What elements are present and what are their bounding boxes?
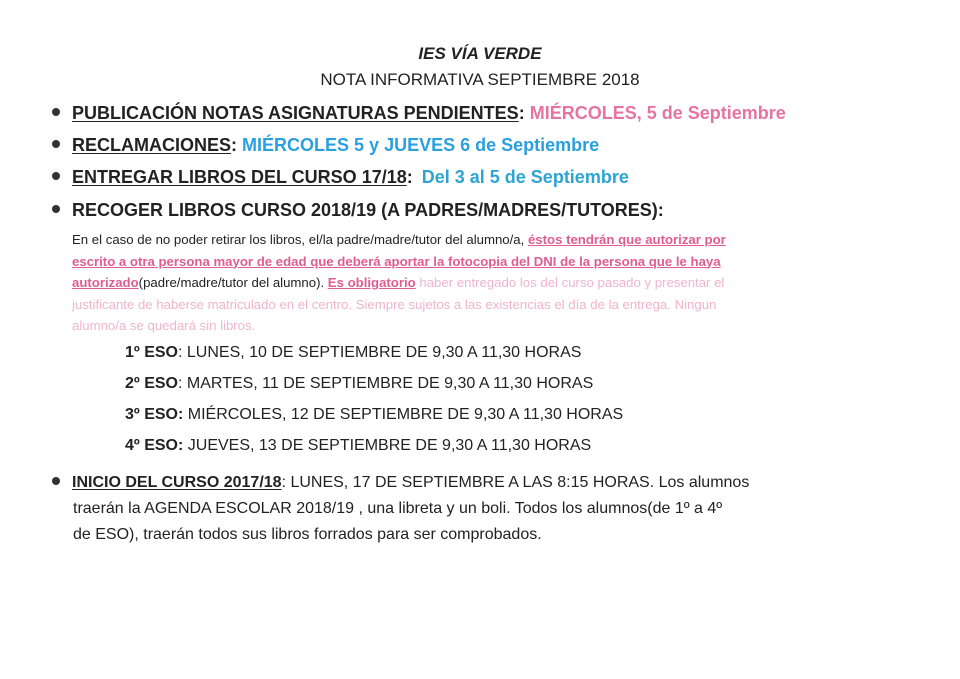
eso-schedule-row <box>125 406 623 424</box>
inicio-label: INICIO DEL CURSO 2017/18 <box>72 474 282 491</box>
item-recoger-libros <box>52 200 664 221</box>
item-label: PUBLICACIÓN NOTAS ASIGNATURAS PENDIENTES <box>72 103 519 123</box>
item-separator: : <box>518 103 525 123</box>
paragraph-highlight: éstos tendrán que autorizar por <box>527 232 726 247</box>
inicio-text: : LUNES, 17 DE SEPTIEMBRE A LAS 8:15 HORAS. Los alumnos <box>281 474 750 491</box>
paragraph-line-2 <box>72 251 922 273</box>
item-separator: : <box>231 135 238 155</box>
paragraph-line-5: alumno/a se quedará sin libros. <box>72 318 256 333</box>
bullet-icon <box>52 140 60 148</box>
paragraph-line-3 <box>72 272 922 294</box>
item-entregar-libros <box>52 167 629 188</box>
eso-detail: MARTES, 11 DE SEPTIEMBRE DE 9,30 A 11,30 HORAS <box>182 375 594 392</box>
eso-separator: : <box>177 375 183 392</box>
obligatorio-highlight: Es obligatorio <box>327 275 416 290</box>
bullet-icon <box>52 205 60 213</box>
item-value: MIÉRCOLES 5 y JUEVES 6 de Septiembre <box>242 135 600 155</box>
item-label: RECLAMACIONES <box>72 135 232 155</box>
bullet-icon <box>52 477 60 485</box>
paragraph-faint-text: haber entregado los del curso pasado y presentar el <box>415 275 725 290</box>
inicio-line-1 <box>52 470 922 496</box>
item-label: RECOGER LIBROS CURSO 2018/19 (A PADRES/MADRES/TUTORES): <box>72 200 664 220</box>
paragraph-highlight: autorizado <box>72 275 139 290</box>
eso-schedule-row <box>125 375 593 393</box>
item-separator: : <box>406 167 413 187</box>
eso-detail: JUEVES, 13 DE SEPTIEMBRE DE 9,30 A 11,30 HORAS <box>183 437 592 454</box>
item-value: MIÉRCOLES, 5 de Septiembre <box>529 103 786 123</box>
inicio-line-2: traerán la AGENDA ESCOLAR 2018/19 , una libreta y un boli. Todos los alumnos(de 1º a 4º <box>73 500 723 517</box>
eso-detail: LUNES, 10 DE SEPTIEMBRE DE 9,30 A 11,30 HORAS <box>182 344 582 361</box>
inicio-curso-section <box>52 470 922 548</box>
bullet-icon <box>52 172 60 180</box>
item-value: Del 3 al 5 de Septiembre <box>421 167 629 187</box>
eso-course: 3º ESO: <box>125 406 184 423</box>
paragraph-text: (padre/madre/tutor del alumno). <box>138 275 328 290</box>
document-subtitle: NOTA INFORMATIVA SEPTIEMBRE 2018 <box>320 70 640 89</box>
eso-course: 1º ESO <box>125 344 178 361</box>
item-label: ENTREGAR LIBROS DEL CURSO 17/18 <box>72 167 407 187</box>
eso-schedule-row <box>125 344 581 362</box>
item-reclamaciones <box>52 135 599 156</box>
school-title: IES VÍA VERDE <box>418 44 542 63</box>
eso-detail: MIÉRCOLES, 12 DE SEPTIEMBRE DE 9,30 A 11,30 HORAS <box>183 406 624 423</box>
eso-separator: : <box>177 344 183 361</box>
paragraph-text: En el caso de no poder retirar los libros, el/la padre/madre/tutor del alumno/a, <box>72 232 528 247</box>
recoger-paragraph <box>72 229 922 337</box>
bullet-icon <box>52 108 60 116</box>
eso-course: 2º ESO <box>125 375 178 392</box>
inicio-line-3: de ESO), traerán todos sus libros forrados para ser comprobados. <box>73 526 542 543</box>
item-publicacion <box>52 103 786 124</box>
paragraph-line-4: justificante de haberse matriculado en el centro. Siempre sujetos a las existencias el día de la entrega. Ningun <box>72 296 717 312</box>
paragraph-highlight: escrito a otra persona mayor de edad que deberá aportar la fotocopia del DNI de la persona que le haya <box>72 253 721 269</box>
paragraph-line-1 <box>72 229 922 251</box>
eso-course: 4º ESO: <box>125 437 184 454</box>
eso-schedule-row <box>125 437 591 455</box>
